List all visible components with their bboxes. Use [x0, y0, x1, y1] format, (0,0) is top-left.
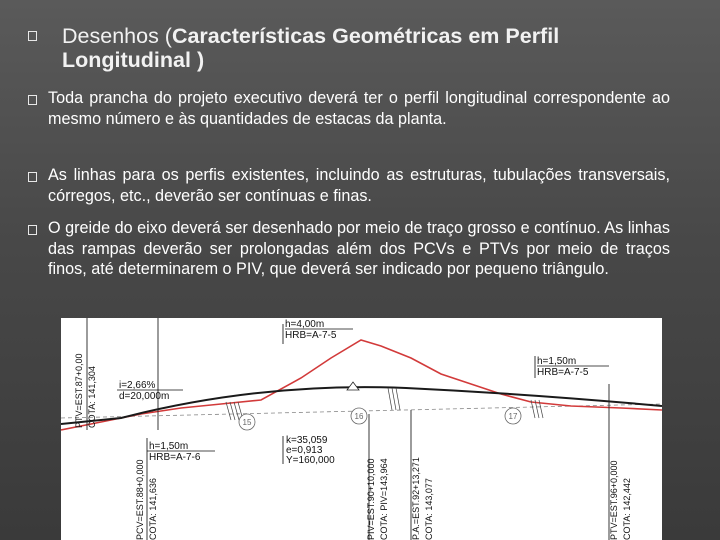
- label-hrb-top: HRB=A-7-5: [285, 330, 337, 341]
- label-h-top: h=4,00m: [285, 319, 325, 330]
- slide-title: [62, 24, 692, 72]
- label-k: k=35,059: [286, 435, 328, 446]
- vlabel-cota-left: COTA: 141,304: [87, 366, 97, 428]
- label-h-right: h=1,50m: [537, 356, 577, 367]
- station-lines: [87, 318, 609, 540]
- stake-17-label: 17: [508, 412, 518, 421]
- label-i-ramp: i=2,66%: [119, 380, 156, 391]
- vlabel-pa: P.A.=EST.92+13,271: [411, 457, 421, 540]
- longitudinal-profile-drawing: [61, 318, 662, 540]
- stake-15-label: 15: [242, 418, 252, 427]
- stake-16-label: 16: [354, 412, 364, 421]
- bullet-text-2: As linhas para os perfis existentes, incluindo as estruturas, tubulações transversais, córregos, etc., deverão ser contínuas e finas.: [48, 166, 670, 205]
- bullet-text-1: Toda prancha do projeto executivo deverá ter o perfil longitudinal correspondente ao mesmo número e às quantidades de estacas da planta.: [48, 89, 670, 128]
- piv-triangle: [347, 382, 359, 390]
- vlabel-cota-pcv: COTA: 141,636: [148, 478, 158, 540]
- vlabel-cota-right: COTA: 142,442: [622, 478, 632, 540]
- title-bullet-icon: [28, 31, 37, 41]
- label-hrb-left: HRB=A-7-6: [149, 452, 201, 463]
- stake-15: [239, 414, 255, 430]
- vlabel-piv: PIV=EST.90+10,000: [366, 458, 376, 540]
- stake-16: [351, 408, 367, 424]
- profile-svg: [61, 318, 662, 540]
- hatch-center: [388, 388, 400, 410]
- title-bold: Características Geométricas em Perfil: [171, 24, 560, 48]
- bullet-icon: [28, 172, 37, 182]
- title-plain: Desenhos (: [62, 24, 172, 48]
- label-hrb-right: HRB=A-7-5: [537, 367, 589, 378]
- label-e: e=0,913: [286, 445, 323, 456]
- vlabel-ptv-right: PTV=EST.96+0,000: [609, 460, 619, 540]
- bullet-text-3: O greide do eixo deverá ser desenhado por meio de traço grosso e contínuo. As linhas das rampas deverão ser prolongadas além dos PCVs e PTVs por meio de traços finos, até determinarem o PIV, que deverá ser indicado por pequeno triângulo.: [48, 219, 670, 278]
- vlabel-pcv: PCV=EST.88+0,000: [135, 459, 145, 540]
- bullet-icon: [28, 225, 37, 235]
- vlabel-ptv-left: PTV=EST.87+0,00: [74, 353, 84, 428]
- vlabel-cota-piv: COTA: PIV=143,964: [379, 458, 389, 540]
- label-d-ramp: d=20,000m: [119, 391, 170, 402]
- label-y: Y=160,000: [286, 455, 335, 466]
- title-line2: Longitudinal ): [62, 48, 205, 72]
- bullet-icon: [28, 95, 37, 105]
- label-h-left: h=1,50m: [149, 441, 189, 452]
- vlabel-cota-pa: COTA: 143,077: [424, 478, 434, 540]
- stake-17: [505, 408, 521, 424]
